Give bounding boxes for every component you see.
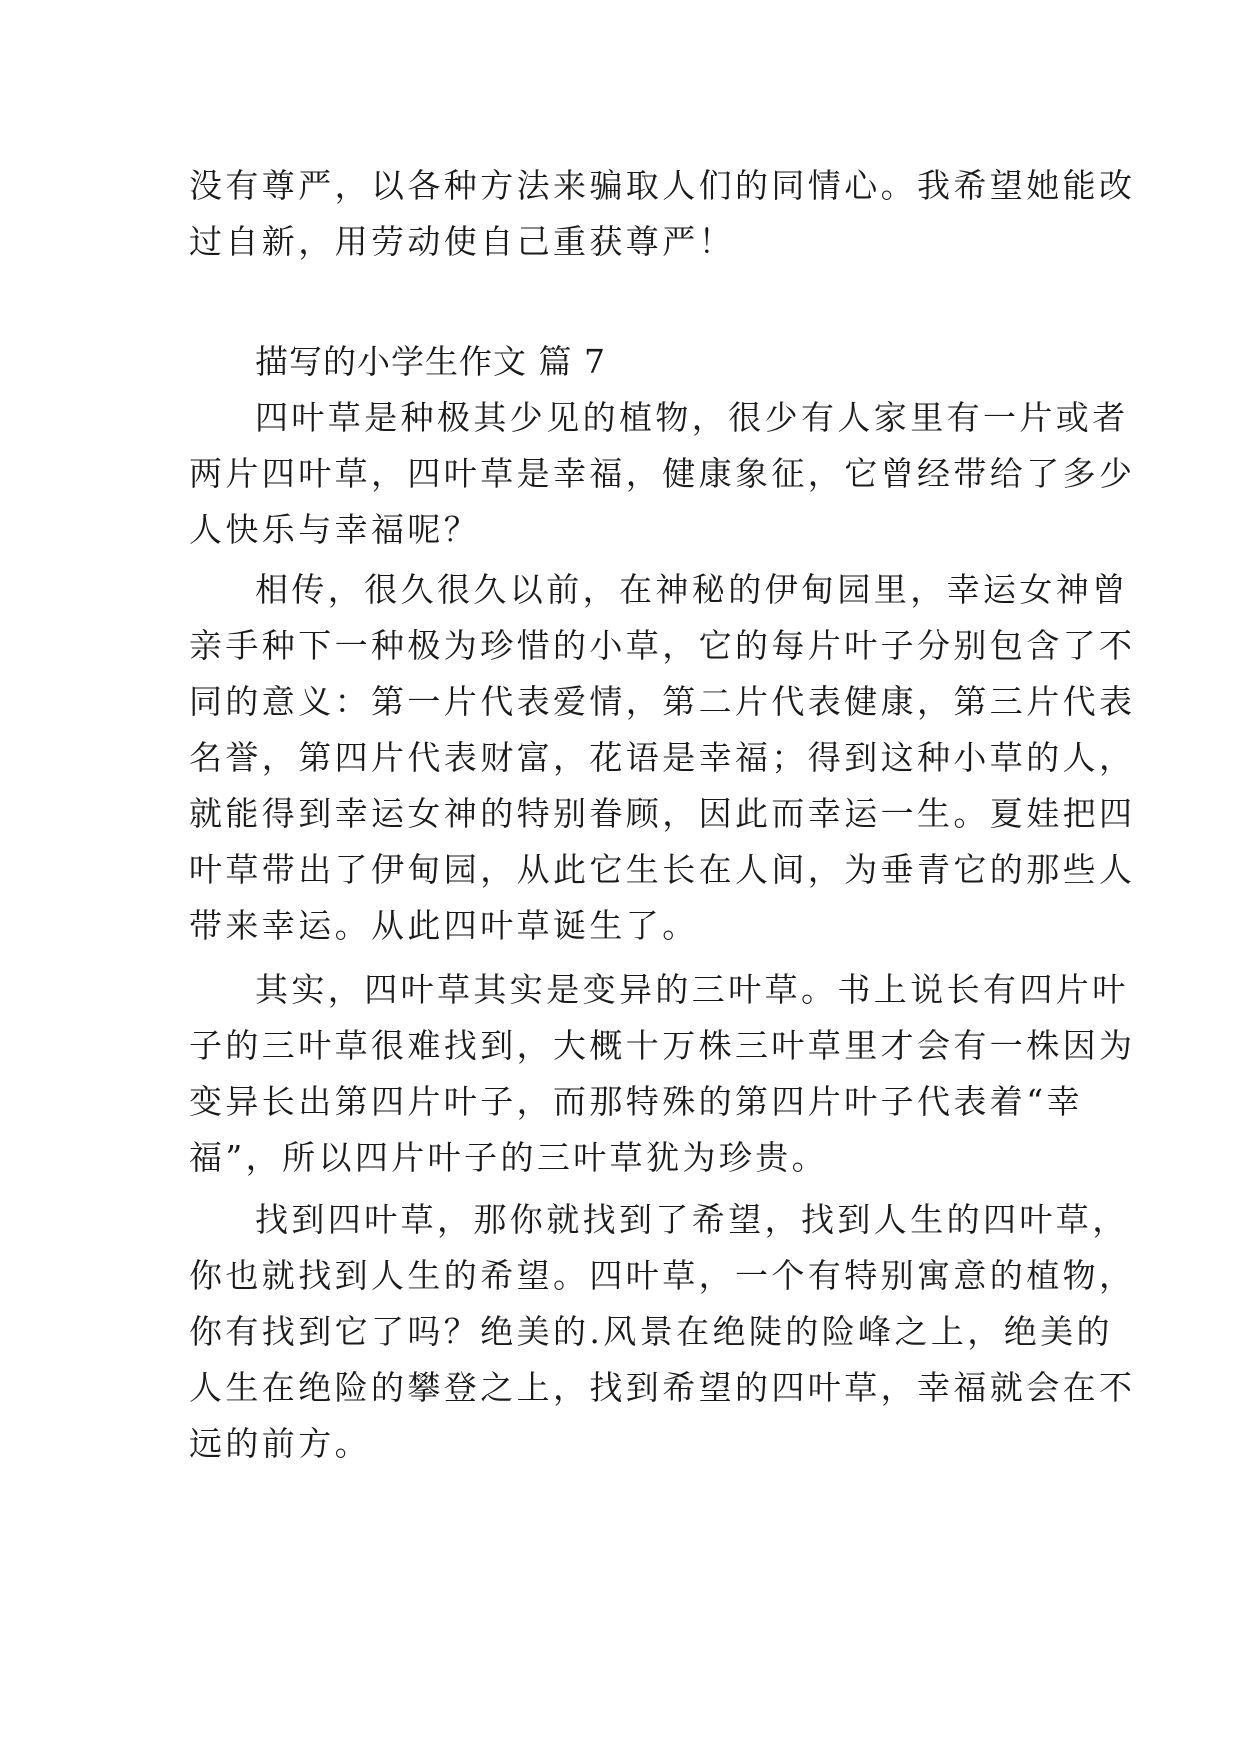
text-line: 两片四叶草，四叶草是幸福，健康象征，它曾经带给了多少 — [189, 454, 1136, 493]
paragraph-2 — [189, 562, 1136, 954]
text-line: 子的三叶草很难找到，大概十万株三叶草里才会有一株因为 — [189, 1026, 1136, 1065]
text-line: 福”，所以四片叶子的三叶草犹为珍贵。 — [189, 1138, 829, 1177]
paragraph-1 — [189, 390, 1136, 558]
section-heading — [189, 334, 1059, 390]
text-line: 远的前方。 — [189, 1424, 371, 1463]
paragraph-3 — [189, 962, 1136, 1186]
text-line: 四叶草是种极其少见的植物，很少有人家里有一片或者 — [255, 398, 1129, 437]
text-line: 人生在绝险的攀登之上，找到希望的四叶草，幸福就会在不 — [189, 1368, 1136, 1407]
section-title: 描写的小学生作文 篇 7 — [255, 342, 606, 381]
text-line: 你也就找到人生的希望。四叶草，一个有特别寓意的植物， — [189, 1256, 1136, 1295]
paragraph-4 — [189, 1192, 1136, 1472]
text-line: 亲手种下一种极为珍惜的小草，它的每片叶子分别包含了不 — [189, 626, 1136, 665]
text-line: 变异长出第四片叶子，而那特殊的第四片叶子代表着“幸 — [189, 1082, 1083, 1121]
text-line: 叶草带出了伊甸园，从此它生长在人间，为垂青它的那些人 — [189, 850, 1136, 889]
text-line: 相传，很久很久以前，在神秘的伊甸园里，幸运女神曾 — [255, 570, 1129, 609]
text-line: 找到四叶草，那你就找到了希望，找到人生的四叶草， — [255, 1200, 1129, 1239]
text-line: 就能得到幸运女神的特别眷顾，因此而幸运一生。夏娃把四 — [189, 794, 1136, 833]
text-line: 你有找到它了吗？绝美的.风景在绝陡的险峰之上，绝美的 — [189, 1312, 1113, 1351]
text-line: 过自新，用劳动使自己重获尊严！ — [189, 222, 735, 261]
text-line: 人快乐与幸福呢？ — [189, 510, 481, 549]
text-line: 带来幸运。从此四叶草诞生了。 — [189, 906, 699, 945]
text-line: 名誉，第四片代表财富，花语是幸福；得到这种小草的人， — [189, 738, 1136, 777]
text-line: 其实，四叶草其实是变异的三叶草。书上说长有四片叶 — [255, 970, 1129, 1009]
continued-paragraph — [189, 158, 1136, 270]
text-line: 同的意义：第一片代表爱情，第二片代表健康，第三片代表 — [189, 682, 1136, 721]
text-line: 没有尊严，以各种方法来骗取人们的同情心。我希望她能改 — [189, 166, 1136, 205]
